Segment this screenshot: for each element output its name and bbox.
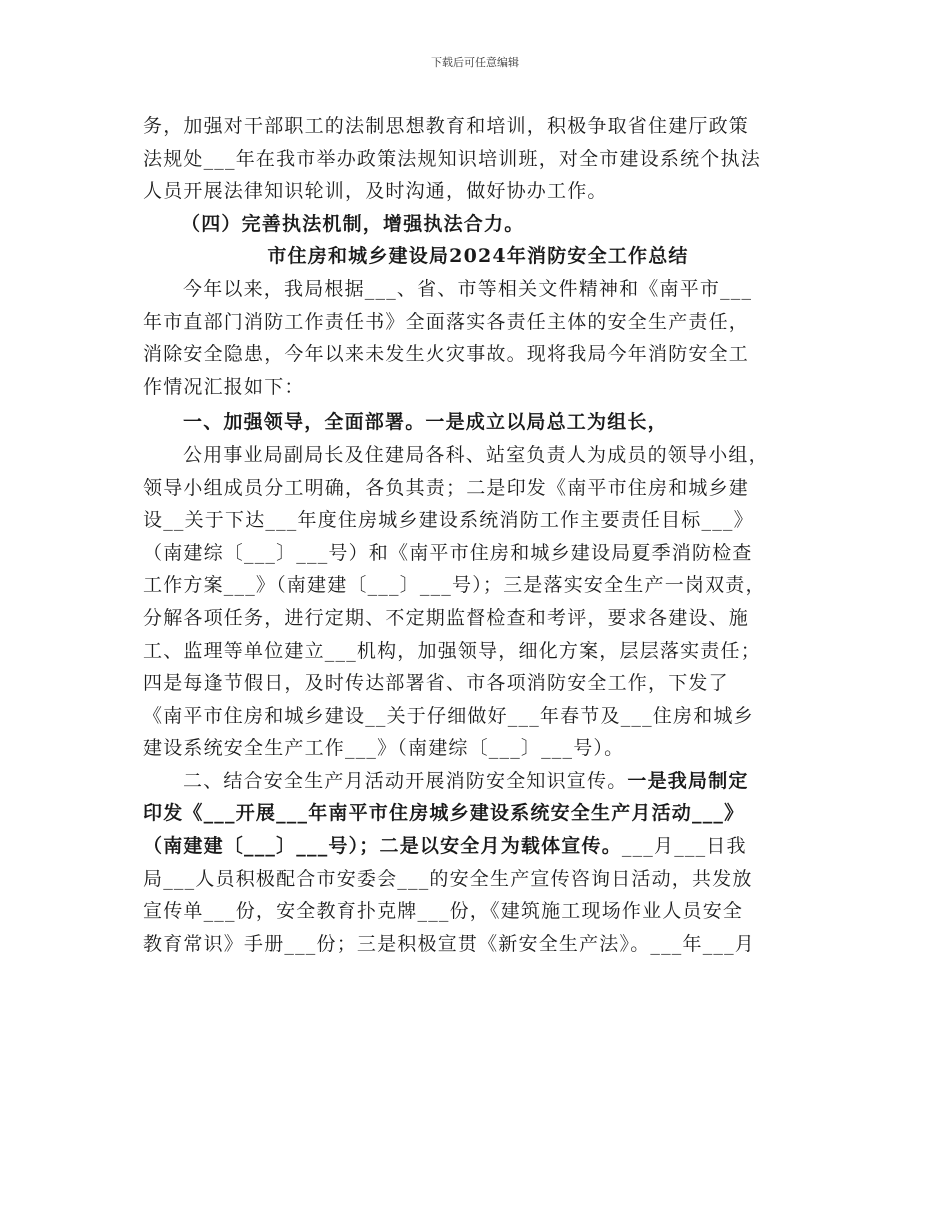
body-line: 务，加强对干部职工的法制思想教育和培训，积极争取省住建厅政策 [143, 115, 750, 137]
body-line: 人员开展法律知识轮训，及时沟通，做好协办工作。 [143, 180, 608, 203]
body-line: 工、监理等单位建立___机构，加强领导，细化方案，层层落实责任； [143, 639, 761, 662]
body-line: 局___人员积极配合市安委会___的安全生产宣传咨询日活动，共发放 [143, 867, 753, 890]
section-heading: （四）完善执法机制，增强执法合力。 [181, 212, 525, 235]
body-line: 分解各项任务，进行定期、不定期监督检查和考评，要求各建设、施 [143, 606, 750, 629]
body-line: 作情况汇报如下： [143, 375, 305, 398]
section-heading: 一、加强领导，全面部署。一是成立以局总工为组长， [183, 411, 668, 434]
body-line: 四是每逢节假日，及时传达部署省、市各项消防安全工作，下发了 [143, 672, 729, 695]
document-title: 市住房和城乡建设局2024年消防安全工作总结 [267, 245, 689, 268]
body-line: 法规处___年在我市举办政策法规知识培训班，对全市建设系统个执法 [143, 147, 761, 170]
body-segment: ___月___日我 [621, 835, 747, 858]
body-line [143, 830, 813, 863]
body-line: 消除安全隐患，今年以来未发生火灾事故。现将我局今年消防安全工 [143, 343, 750, 366]
body-line: 教育常识》手册___份；三是积极宣贯《新安全生产法》。___年___月 [143, 932, 756, 955]
body-line: 印发《___开展___年南平市住房城乡建设系统安全生产月活动___》 [143, 802, 745, 825]
body-line: 工作方案___》（南建建〔___〕___号）；三是落实安全生产一岗双责， [143, 574, 766, 597]
body-line: （南建综〔___〕___号）和《南平市住房和城乡建设局夏季消防检查 [143, 541, 753, 564]
document-body [143, 110, 813, 960]
body-line: 公用事业局副局长及住建局各科、站室负责人为成员的领导小组， [183, 443, 769, 466]
body-segment: 二、结合安全生产月活动开展消防安全知识宣传。 [183, 769, 628, 792]
body-line [143, 765, 813, 798]
body-line: 设__关于下达___年度住房城乡建设系统消防工作主要责任目标___》 [143, 509, 754, 532]
body-line: 建设系统安全生产工作___》（南建综〔___〕___号）。 [143, 737, 625, 760]
body-line: 领导小组成员分工明确，各负其责；二是印发《南平市住房和城乡建 [143, 476, 750, 499]
body-segment-bold: （南建建〔___〕___号）；二是以安全月为载体宣传。 [143, 835, 622, 858]
body-line: 今年以来，我局根据___、省、市等相关文件精神和《南平市___ [183, 277, 753, 300]
page-header: 下载后可任意编辑 [431, 56, 519, 69]
body-line: 年市直部门消防工作责任书》全面落实各责任主体的安全生产责任， [143, 310, 750, 333]
body-line: 宣传单___份，安全教育扑克牌___份，《建筑施工现场作业人员安全 [143, 900, 744, 923]
body-line: 《南平市住房和城乡建设__关于仔细做好___年春节及___住房和城乡 [143, 704, 754, 727]
body-segment-bold: 一是我局制定 [627, 769, 749, 792]
